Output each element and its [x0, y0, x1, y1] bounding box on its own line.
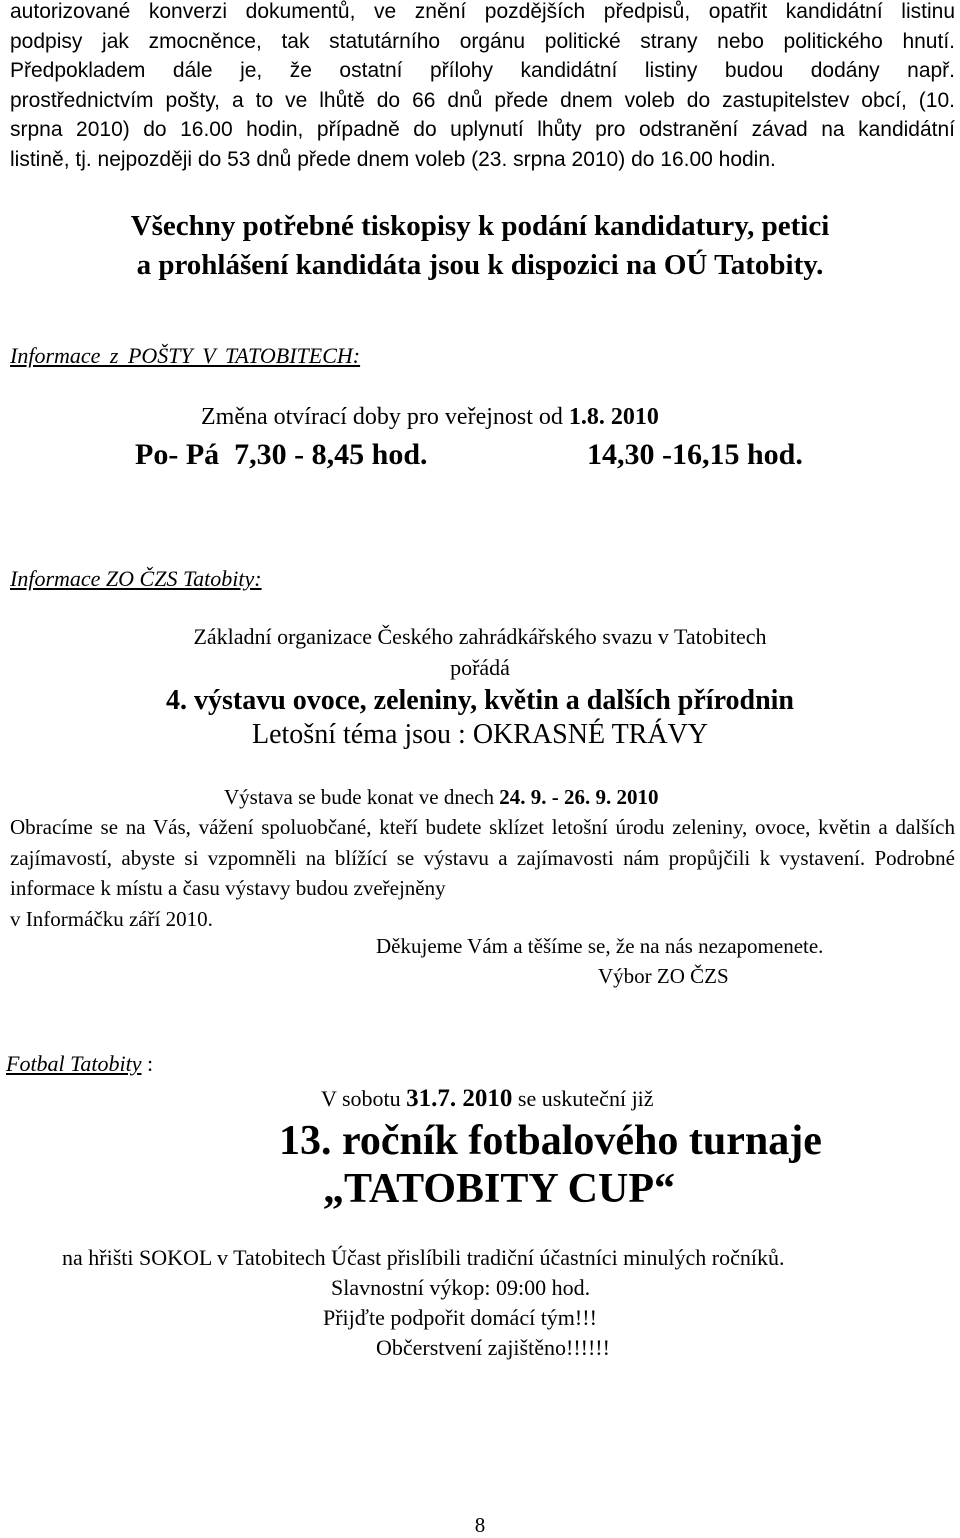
football-support: Přijďte podpořit domácí tým!!! — [323, 1305, 597, 1330]
football-date-prefix: V sobotu — [321, 1086, 401, 1111]
opening-hours-change-text: Změna otvírací doby pro veřejnost od — [201, 404, 563, 430]
exhibition-dates — [224, 785, 659, 810]
football-date: 31.7. 2010 — [406, 1085, 513, 1112]
opening-hours-afternoon: 14,30 -16,15 hod. — [587, 438, 803, 471]
opening-hours-change — [201, 404, 659, 431]
intro-line: srpna 2010) do 16.00 hodin, případně do uplynutí lhůty pro odstranění závad na kandidátní — [10, 118, 955, 142]
football-kickoff: Slavnostní výkop: 09:00 hod. — [331, 1275, 591, 1300]
forms-notice-line-1: Všechny potřebné tiskopisy k podání kandidatury, petici — [130, 210, 830, 242]
czs-appeal-body: Obracíme se na Vás, vážení spoluobčané, kteří budete sklízet letošní úrodu zeleniny, ovoce, květin a dalších zajímavostí, abyste si vzpomněli na blížící se výstavu a zajímavosti nám propůjčili k vystavení. Podrobné informace k místu a času výstavy budou zveřejněny — [10, 815, 955, 901]
football-heading — [6, 1051, 153, 1077]
czs-signature: Výbor ZO ČZS — [598, 964, 729, 988]
post-office-heading: Informace z POŠTY V TATOBITECH: — [10, 343, 361, 368]
tournament-title: 13. ročník fotbalového turnaje — [279, 1118, 822, 1164]
football-venue: na hřišti SOKOL v Tatobitech Účast přislíbili tradiční účastníci minulých ročníků. — [62, 1245, 785, 1270]
football-date-suffix: se uskuteční již — [517, 1086, 654, 1111]
czs-appeal-last-line: v Informáčku září 2010. — [10, 907, 213, 932]
forms-notice-line-2: a prohlášení kandidáta jsou k dispozici na OÚ Tatobity. — [136, 249, 824, 281]
exhibition-title-text: výstavu ovoce, zeleniny, květin a dalších přírodnin — [194, 685, 794, 716]
football-date-line — [321, 1085, 654, 1113]
page-number: 8 — [474, 1513, 486, 1537]
opening-hours-days: Po- Pá — [135, 438, 220, 471]
czs-appeal-paragraph — [10, 812, 955, 935]
czs-heading: Informace ZO ČZS Tatobity: — [10, 566, 262, 591]
football-heading-colon: : — [146, 1051, 154, 1076]
intro-paragraph — [10, 0, 955, 175]
intro-line: prostřednictvím pošty, a to ve lhůtě do 66 dnů přede dnem voleb do zastupitelstev obcí, (10. — [10, 88, 955, 112]
intro-line: autorizované konverzi dokumentů, ve znění pozdějších předpisů, opatřit kandidátní listinu — [10, 0, 955, 23]
czs-thanks: Děkujeme Vám a těšíme se, že na nás nezapomenete. — [376, 934, 824, 958]
intro-line: listině, tj. nejpozději do 53 dnů přede dnem voleb (23. srpna 2010) do 16.00 hodin. — [10, 147, 776, 171]
intro-line: podpisy jak zmocněnce, tak statutárního orgánu politické strany nebo politického hnutí. — [10, 29, 955, 53]
exhibition-title — [0, 685, 960, 717]
tournament-name: „TATOBITY CUP“ — [323, 1166, 675, 1212]
exhibition-dates-value: 24. 9. - 26. 9. 2010 — [499, 785, 659, 809]
exhibition-number: 4. — [166, 685, 187, 716]
czs-organizes: pořádá — [450, 655, 510, 680]
opening-hours-morning — [135, 438, 428, 472]
exhibition-dates-text: Výstava se bude konat ve dnech — [224, 785, 494, 809]
exhibition-theme: Letošní téma jsou : OKRASNÉ TRÁVY — [251, 719, 709, 750]
czs-organization-line: Základní organizace Českého zahrádkářského svazu v Tatobitech — [193, 624, 767, 649]
opening-hours-change-date: 1.8. 2010 — [568, 404, 659, 430]
intro-line: Předpokladem dále je, že ostatní přílohy kandidátní listiny budou dodány např. — [10, 59, 955, 83]
football-heading-text: Fotbal Tatobity — [6, 1051, 142, 1076]
opening-hours-morning-time: 7,30 - 8,45 hod. — [234, 438, 428, 471]
football-refreshments: Občerstvení zajištěno!!!!!! — [376, 1335, 610, 1360]
